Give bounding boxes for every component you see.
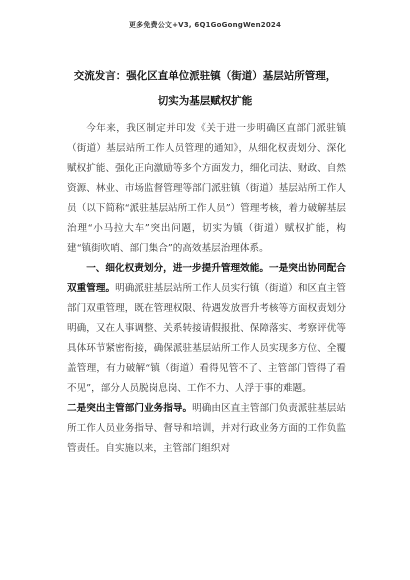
document-title-line-2: 切实为基层赋权扩能 — [157, 95, 253, 107]
body-paragraph-2-text: 明确派驻基层站所工作人员实行镇（街道）和区直主管部门双重管理，既在管理权限、待遇发放晋升考核等方面权责划分明确，又在人事调整、关系转接请假报批、保障落实、考察评优等具体环节紧密衔接，确保派驻基层站所工作人员实现多方位、全覆盖管理，有力破解“镇（街道）看得见管不了、主管部门管得了看不见”，部分人员脱岗息岗、工作不力、人浮于事的难题。 — [67, 283, 347, 394]
body-paragraph-3 — [67, 399, 346, 459]
body-paragraph-2 — [67, 259, 346, 399]
document-title-line-1: 交流发言：强化区直单位派驻镇（街道）基层站所管理， — [73, 70, 337, 82]
body-paragraph-3-text: 明确由区直主管部门负责派驻基层站所工作人员业务指导、督导和培训，并对行政业务方面的工作负监管责任。自实施以来，主管部门组织对 — [67, 403, 347, 454]
document-body — [67, 119, 346, 459]
body-paragraph-1: 今年来，我区制定并印发《关于进一步明确区直部门派驻镇（街道）基层站所工作人员管理的通知》，从细化权责划分、深化赋权扩能、强化正向激励等多个方面发力，细化司法、财政、自然资源、林业、市场监督管理等部门派驻镇（街道）基层站所工作人员（以下简称“派驻基层站所工作人员”）管理考核，着力破解基层治理“小马拉大车”突出问题，切实为镇（街道）赋权扩能，构建“镇街吹哨、部门集合”的高效基层治理体系。 — [67, 123, 346, 254]
section-heading-1: 一、细化权责划分，进一步提升管理效能。一是突出协同配合双重管理。 — [67, 263, 346, 294]
section-heading-2: 二是突出主管部门业务指导。 — [67, 403, 193, 414]
header-note: 更多免费公文+V3, 6Q1GoGongWen2024 — [128, 21, 282, 29]
